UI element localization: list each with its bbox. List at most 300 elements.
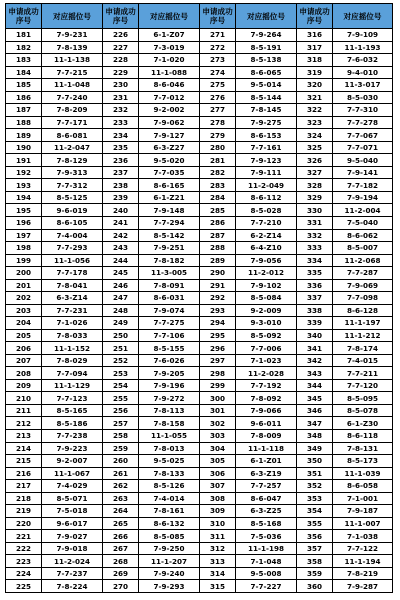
lottery-position-cell: 7-7-161 — [236, 141, 297, 154]
success-number-cell: 217 — [6, 480, 42, 493]
lottery-position-cell: 7-8-009 — [236, 430, 297, 443]
success-number-cell: 344 — [297, 379, 333, 392]
lottery-position-cell: 8-5-186 — [42, 417, 103, 430]
lottery-position-cell: 8-5-092 — [236, 329, 297, 342]
lottery-position-cell: 7-8-145 — [236, 104, 297, 117]
table-row — [6, 91, 393, 104]
lottery-position-cell: 7-7-182 — [333, 179, 393, 192]
success-number-cell: 356 — [297, 530, 333, 543]
lottery-position-cell: 7-9-264 — [236, 29, 297, 42]
lottery-position-cell: 8-5-165 — [42, 404, 103, 417]
table-row — [6, 392, 393, 405]
lottery-position-cell: 7-8-029 — [42, 354, 103, 367]
table-row — [6, 580, 393, 593]
success-number-cell: 282 — [200, 166, 236, 179]
success-number-cell: 272 — [200, 41, 236, 54]
lottery-position-cell: 8-5-007 — [333, 242, 393, 255]
lottery-position-cell: 7-8-013 — [139, 442, 200, 455]
success-number-cell: 328 — [297, 179, 333, 192]
success-number-cell: 307 — [200, 480, 236, 493]
lottery-position-cell: 7-7-012 — [139, 91, 200, 104]
success-number-cell: 285 — [200, 204, 236, 217]
lottery-position-cell: 7-9-141 — [333, 166, 393, 179]
lottery-position-cell: 7-6-032 — [333, 54, 393, 67]
table-row — [6, 141, 393, 154]
table-row — [6, 242, 393, 255]
table-row — [6, 204, 393, 217]
lottery-position-cell: 8-6-128 — [333, 304, 393, 317]
success-number-cell: 278 — [200, 116, 236, 129]
lottery-position-cell: 8-5-084 — [236, 292, 297, 305]
table-row — [6, 66, 393, 79]
lottery-position-cell: 7-9-109 — [333, 29, 393, 42]
lottery-position-cell: 7-8-182 — [139, 254, 200, 267]
success-number-cell: 187 — [6, 104, 42, 117]
lottery-position-cell: 9-2-002 — [139, 104, 200, 117]
lottery-position-cell: 7-8-158 — [139, 417, 200, 430]
lottery-position-cell: 7-9-066 — [236, 404, 297, 417]
success-number-cell: 292 — [200, 292, 236, 305]
success-number-cell: 194 — [6, 191, 42, 204]
lottery-position-cell: 7-5-040 — [333, 216, 393, 229]
lottery-position-cell: 7-7-312 — [42, 179, 103, 192]
success-number-cell: 248 — [103, 304, 139, 317]
success-number-cell: 209 — [6, 379, 42, 392]
success-number-cell: 206 — [6, 342, 42, 355]
success-number-cell: 312 — [200, 542, 236, 555]
lottery-position-cell: 7-8-139 — [42, 41, 103, 54]
success-number-cell: 277 — [200, 104, 236, 117]
success-number-cell: 352 — [297, 480, 333, 493]
lottery-position-cell: 7-7-120 — [333, 379, 393, 392]
success-number-cell: 213 — [6, 430, 42, 443]
success-number-cell: 302 — [200, 417, 236, 430]
table-row — [6, 417, 393, 430]
lottery-position-cell: 6-1-Z30 — [333, 417, 393, 430]
success-number-cell: 236 — [103, 154, 139, 167]
lottery-position-cell: 8-6-031 — [139, 292, 200, 305]
success-number-cell: 281 — [200, 154, 236, 167]
lottery-position-cell: 7-9-205 — [139, 367, 200, 380]
success-number-cell: 283 — [200, 179, 236, 192]
success-number-cell: 259 — [103, 442, 139, 455]
lottery-position-cell: 7-9-187 — [333, 505, 393, 518]
table-row — [6, 179, 393, 192]
success-number-cell: 265 — [103, 517, 139, 530]
table-row — [6, 517, 393, 530]
lottery-position-cell: 8-5-155 — [139, 342, 200, 355]
success-number-cell: 260 — [103, 455, 139, 468]
lottery-position-cell: 7-9-293 — [139, 580, 200, 593]
success-number-cell: 338 — [297, 304, 333, 317]
lottery-position-cell: 8-6-081 — [42, 129, 103, 142]
lottery-position-cell: 7-7-071 — [333, 141, 393, 154]
success-number-cell: 202 — [6, 292, 42, 305]
success-number-cell: 279 — [200, 129, 236, 142]
success-number-cell: 295 — [200, 329, 236, 342]
lottery-position-cell: 9-5-020 — [139, 154, 200, 167]
lottery-position-cell: 7-7-240 — [42, 91, 103, 104]
lottery-position-cell: 11-1-193 — [333, 41, 393, 54]
lottery-position-cell: 9-6-011 — [236, 417, 297, 430]
success-number-cell: 329 — [297, 191, 333, 204]
success-number-cell: 298 — [200, 367, 236, 380]
header-seq-3: 申请成功序号 — [200, 4, 236, 29]
success-number-cell: 313 — [200, 555, 236, 568]
lottery-position-cell: 7-7-006 — [236, 342, 297, 355]
success-number-cell: 318 — [297, 54, 333, 67]
lottery-position-cell: 7-7-257 — [236, 480, 297, 493]
success-number-cell: 263 — [103, 492, 139, 505]
success-number-cell: 192 — [6, 166, 42, 179]
lottery-position-cell: 7-1-048 — [236, 555, 297, 568]
table-row — [6, 317, 393, 330]
lottery-position-cell: 7-7-210 — [236, 216, 297, 229]
lottery-position-cell: 7-8-113 — [139, 404, 200, 417]
lottery-position-cell: 7-9-287 — [333, 580, 393, 593]
success-number-cell: 346 — [297, 404, 333, 417]
success-number-cell: 191 — [6, 154, 42, 167]
table-row — [6, 480, 393, 493]
lottery-position-cell: 11-1-138 — [42, 54, 103, 67]
success-number-cell: 249 — [103, 317, 139, 330]
success-number-cell: 267 — [103, 542, 139, 555]
lottery-position-cell: 6-3-Z25 — [236, 505, 297, 518]
lottery-position-cell: 9-2-009 — [236, 304, 297, 317]
table-row — [6, 530, 393, 543]
lottery-position-cell: 7-9-102 — [236, 279, 297, 292]
lottery-position-cell: 8-5-085 — [139, 530, 200, 543]
success-number-cell: 315 — [200, 580, 236, 593]
lottery-position-cell: 7-7-227 — [236, 580, 297, 593]
lottery-position-cell: 9-2-007 — [42, 455, 103, 468]
success-number-cell: 359 — [297, 567, 333, 580]
lottery-position-cell: 8-5-030 — [333, 91, 393, 104]
lottery-position-cell: 7-8-092 — [236, 392, 297, 405]
success-number-cell: 242 — [103, 229, 139, 242]
success-number-cell: 326 — [297, 154, 333, 167]
success-number-cell: 306 — [200, 467, 236, 480]
success-number-cell: 287 — [200, 229, 236, 242]
success-number-cell: 238 — [103, 179, 139, 192]
success-number-cell: 225 — [6, 580, 42, 593]
success-number-cell: 219 — [6, 505, 42, 518]
lottery-position-cell: 8-5-028 — [236, 204, 297, 217]
success-number-cell: 229 — [103, 66, 139, 79]
lottery-position-cell: 6-4-Z10 — [236, 242, 297, 255]
lottery-position-cell: 11-2-068 — [333, 254, 393, 267]
lottery-position-cell: 7-5-036 — [236, 530, 297, 543]
lottery-position-cell: 7-7-287 — [333, 267, 393, 280]
lottery-position-cell: 11-2-028 — [236, 367, 297, 380]
lottery-position-cell: 7-7-122 — [333, 542, 393, 555]
success-number-cell: 227 — [103, 41, 139, 54]
lottery-position-cell: 7-8-129 — [42, 154, 103, 167]
success-number-cell: 342 — [297, 354, 333, 367]
table-row — [6, 304, 393, 317]
lottery-position-cell: 7-9-127 — [139, 129, 200, 142]
header-seq-2: 申请成功序号 — [103, 4, 139, 29]
success-number-cell: 224 — [6, 567, 42, 580]
lottery-position-cell: 9-5-008 — [236, 567, 297, 580]
success-number-cell: 212 — [6, 417, 42, 430]
success-number-cell: 262 — [103, 480, 139, 493]
success-number-cell: 214 — [6, 442, 42, 455]
success-number-cell: 274 — [200, 66, 236, 79]
lottery-position-cell: 7-1-026 — [42, 317, 103, 330]
lottery-position-cell: 11-3-005 — [139, 267, 200, 280]
success-number-cell: 244 — [103, 254, 139, 267]
table-row — [6, 542, 393, 555]
lottery-position-cell: 7-9-062 — [139, 116, 200, 129]
success-number-cell: 276 — [200, 91, 236, 104]
lottery-position-cell: 7-8-033 — [42, 329, 103, 342]
lottery-position-cell: 7-7-278 — [333, 116, 393, 129]
success-number-cell: 337 — [297, 292, 333, 305]
lottery-position-cell: 7-8-091 — [139, 279, 200, 292]
lottery-position-cell: 8-5-142 — [139, 229, 200, 242]
table-row — [6, 104, 393, 117]
lottery-position-cell: 7-8-133 — [139, 467, 200, 480]
lottery-position-cell: 7-1-020 — [139, 54, 200, 67]
success-number-cell: 314 — [200, 567, 236, 580]
success-number-cell: 299 — [200, 379, 236, 392]
lottery-position-cell: 7-4-029 — [42, 480, 103, 493]
success-number-cell: 222 — [6, 542, 42, 555]
success-number-cell: 251 — [103, 342, 139, 355]
lottery-position-cell: 9-5-025 — [139, 455, 200, 468]
table-row — [6, 329, 393, 342]
success-number-cell: 220 — [6, 517, 42, 530]
success-number-cell: 323 — [297, 116, 333, 129]
lottery-position-cell: 7-9-223 — [42, 442, 103, 455]
success-number-cell: 255 — [103, 392, 139, 405]
success-number-cell: 331 — [297, 216, 333, 229]
lottery-position-cell: 8-6-112 — [236, 191, 297, 204]
table-row — [6, 229, 393, 242]
header-pos-4: 对应摇位号 — [333, 4, 393, 29]
lottery-position-cell: 7-8-174 — [333, 342, 393, 355]
table-row — [6, 455, 393, 468]
success-number-cell: 211 — [6, 404, 42, 417]
table-row — [6, 41, 393, 54]
success-number-cell: 223 — [6, 555, 42, 568]
success-number-cell: 203 — [6, 304, 42, 317]
lottery-position-cell: 7-9-313 — [42, 166, 103, 179]
success-number-cell: 289 — [200, 254, 236, 267]
success-number-cell: 239 — [103, 191, 139, 204]
success-number-cell: 340 — [297, 329, 333, 342]
success-number-cell: 294 — [200, 317, 236, 330]
success-number-cell: 183 — [6, 54, 42, 67]
success-number-cell: 189 — [6, 129, 42, 142]
success-number-cell: 271 — [200, 29, 236, 42]
success-number-cell: 334 — [297, 254, 333, 267]
table-row — [6, 492, 393, 505]
lottery-position-cell: 6-1-Z07 — [139, 29, 200, 42]
header-pos-3: 对应摇位号 — [236, 4, 297, 29]
lottery-position-cell: 8-5-071 — [42, 492, 103, 505]
lottery-position-cell: 7-9-251 — [139, 242, 200, 255]
lottery-position-cell: 7-9-250 — [139, 542, 200, 555]
success-number-cell: 182 — [6, 41, 42, 54]
lottery-position-cell: 9-5-040 — [333, 154, 393, 167]
lottery-position-cell: 6-1-Z01 — [236, 455, 297, 468]
success-number-cell: 264 — [103, 505, 139, 518]
lottery-position-cell: 8-5-138 — [236, 54, 297, 67]
lottery-position-cell: 7-7-035 — [139, 166, 200, 179]
lottery-position-cell: 7-7-215 — [42, 66, 103, 79]
success-number-cell: 303 — [200, 430, 236, 443]
header-seq-4: 申请成功序号 — [297, 4, 333, 29]
lottery-position-cell: 7-9-148 — [139, 204, 200, 217]
lottery-position-cell: 7-9-231 — [42, 29, 103, 42]
lottery-position-cell: 8-6-062 — [333, 229, 393, 242]
success-number-cell: 293 — [200, 304, 236, 317]
lottery-position-cell: 7-7-192 — [236, 379, 297, 392]
lottery-position-cell: 11-3-017 — [333, 79, 393, 92]
success-number-cell: 188 — [6, 116, 42, 129]
lottery-position-cell: 11-2-049 — [236, 179, 297, 192]
lottery-position-cell: 8-6-046 — [139, 79, 200, 92]
lottery-position-cell: 8-6-153 — [236, 129, 297, 142]
success-number-cell: 245 — [103, 267, 139, 280]
allocation-table — [5, 3, 393, 593]
lottery-position-cell: 11-1-212 — [333, 329, 393, 342]
lottery-position-cell: 7-7-098 — [333, 292, 393, 305]
table-row — [6, 267, 393, 280]
success-number-cell: 304 — [200, 442, 236, 455]
success-number-cell: 351 — [297, 467, 333, 480]
lottery-position-cell: 11-1-194 — [333, 555, 393, 568]
success-number-cell: 322 — [297, 104, 333, 117]
success-number-cell: 358 — [297, 555, 333, 568]
lottery-position-cell: 11-2-012 — [236, 267, 297, 280]
success-number-cell: 185 — [6, 79, 42, 92]
lottery-position-cell: 7-7-275 — [139, 317, 200, 330]
lottery-position-cell: 7-9-018 — [42, 542, 103, 555]
table-row — [6, 467, 393, 480]
lottery-position-cell: 7-8-219 — [333, 567, 393, 580]
success-number-cell: 269 — [103, 567, 139, 580]
lottery-position-cell: 7-9-272 — [139, 392, 200, 405]
lottery-position-cell: 11-1-067 — [42, 467, 103, 480]
header-seq-1: 申请成功序号 — [6, 4, 42, 29]
lottery-position-cell: 11-2-047 — [42, 141, 103, 154]
success-number-cell: 310 — [200, 517, 236, 530]
success-number-cell: 218 — [6, 492, 42, 505]
lottery-position-cell: 8-5-125 — [42, 191, 103, 204]
table-row — [6, 367, 393, 380]
success-number-cell: 197 — [6, 229, 42, 242]
lottery-position-cell: 7-1-023 — [236, 354, 297, 367]
lottery-position-cell: 9-5-014 — [236, 79, 297, 92]
success-number-cell: 246 — [103, 279, 139, 292]
lottery-position-cell: 7-9-275 — [236, 116, 297, 129]
lottery-position-cell: 7-8-041 — [42, 279, 103, 292]
success-number-cell: 357 — [297, 542, 333, 555]
success-number-cell: 231 — [103, 91, 139, 104]
success-number-cell: 216 — [6, 467, 42, 480]
lottery-position-cell: 7-6-026 — [139, 354, 200, 367]
success-number-cell: 266 — [103, 530, 139, 543]
table-row — [6, 354, 393, 367]
lottery-position-cell: 11-1-207 — [139, 555, 200, 568]
success-number-cell: 349 — [297, 442, 333, 455]
lottery-position-cell: 7-7-178 — [42, 267, 103, 280]
success-number-cell: 332 — [297, 229, 333, 242]
lottery-position-cell: 7-3-019 — [139, 41, 200, 54]
success-number-cell: 208 — [6, 367, 42, 380]
lottery-position-cell: 7-1-038 — [333, 530, 393, 543]
lottery-position-cell: 7-4-015 — [333, 354, 393, 367]
success-number-cell: 348 — [297, 430, 333, 443]
lottery-position-cell: 7-7-294 — [139, 216, 200, 229]
lottery-position-cell: 7-7-310 — [333, 104, 393, 117]
table-row — [6, 191, 393, 204]
success-number-cell: 237 — [103, 166, 139, 179]
success-number-cell: 284 — [200, 191, 236, 204]
lottery-position-cell: 7-7-094 — [42, 367, 103, 380]
success-number-cell: 341 — [297, 342, 333, 355]
lottery-position-cell: 8-6-132 — [139, 517, 200, 530]
table-row — [6, 116, 393, 129]
success-number-cell: 347 — [297, 417, 333, 430]
success-number-cell: 319 — [297, 66, 333, 79]
success-number-cell: 228 — [103, 54, 139, 67]
lottery-position-cell: 7-7-238 — [42, 430, 103, 443]
success-number-cell: 253 — [103, 367, 139, 380]
success-number-cell: 247 — [103, 292, 139, 305]
lottery-position-cell: 7-9-074 — [139, 304, 200, 317]
lottery-position-cell: 7-1-001 — [333, 492, 393, 505]
header-row — [6, 4, 393, 29]
success-number-cell: 268 — [103, 555, 139, 568]
lottery-position-cell: 9-4-010 — [333, 66, 393, 79]
success-number-cell: 256 — [103, 404, 139, 417]
success-number-cell: 317 — [297, 41, 333, 54]
lottery-position-cell: 7-9-027 — [42, 530, 103, 543]
success-number-cell: 207 — [6, 354, 42, 367]
success-number-cell: 324 — [297, 129, 333, 142]
lottery-position-cell: 11-1-055 — [139, 430, 200, 443]
success-number-cell: 198 — [6, 242, 42, 255]
lottery-position-cell: 11-1-198 — [236, 542, 297, 555]
success-number-cell: 257 — [103, 417, 139, 430]
success-number-cell: 343 — [297, 367, 333, 380]
success-number-cell: 288 — [200, 242, 236, 255]
success-number-cell: 181 — [6, 29, 42, 42]
success-number-cell: 195 — [6, 204, 42, 217]
success-number-cell: 234 — [103, 129, 139, 142]
table-row — [6, 216, 393, 229]
lottery-position-cell: 8-6-118 — [333, 430, 393, 443]
success-number-cell: 261 — [103, 467, 139, 480]
success-number-cell: 309 — [200, 505, 236, 518]
lottery-position-cell: 11-1-048 — [42, 79, 103, 92]
success-number-cell: 240 — [103, 204, 139, 217]
lottery-position-cell: 7-5-018 — [42, 505, 103, 518]
success-number-cell: 280 — [200, 141, 236, 154]
lottery-position-cell: 8-5-191 — [236, 41, 297, 54]
lottery-position-cell: 7-9-240 — [139, 567, 200, 580]
success-number-cell: 305 — [200, 455, 236, 468]
success-number-cell: 321 — [297, 91, 333, 104]
lottery-position-cell: 9-3-010 — [236, 317, 297, 330]
header-pos-1: 对应摇位号 — [42, 4, 103, 29]
lottery-position-cell: 7-7-293 — [42, 242, 103, 255]
lottery-position-cell: 7-7-171 — [42, 116, 103, 129]
